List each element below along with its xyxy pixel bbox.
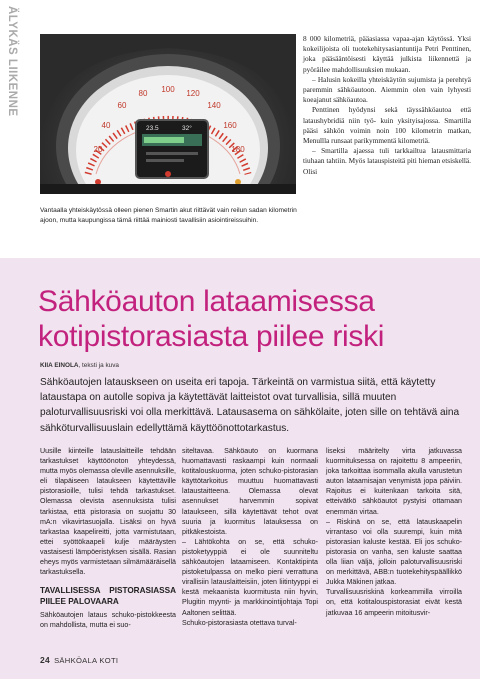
col3-paragraph-3: Turvallisuusriskinä korkeammilla virroilla on, että kotitalouspistorasiat eivät kestä jatkuvaa 16 ampeerin mitoitusvir- (326, 588, 462, 617)
top-paragraph-3: Penttinen hyödynsi sekä täyssähköautoa että lataushybridiä niin työ- kuin yksityisajossa. Smartilla pääsi sähkön voimin noin 100 kilometrin matkan, Menullla runsaat parikymmentä kilometriä. (303, 105, 471, 146)
byline-credit: , teksti ja kuva (78, 362, 119, 369)
svg-text:140: 140 (207, 101, 221, 110)
article-title: Sähköauton lataamisessa kotipistorasiasta piilee riski (38, 285, 385, 353)
svg-text:20: 20 (93, 145, 103, 154)
body-column-2 (182, 446, 318, 628)
svg-text:120: 120 (186, 89, 200, 98)
page-number: 24 (40, 655, 51, 665)
body-column-1 (40, 446, 176, 630)
col2-paragraph-2: – Lähtökohta on se, että schuko-pistoketyyppiä ei ole suunniteltu sähköautojen lataamiseen. Kontaktipinta pistoketulpassa on melko pieni verrattuna virallisiin latauslaitteisiin, joten liitintyyppi ei kestä mekaanista kuormitusta niin hyvin, Plugitin myynti- ja markkinointijohtaja Topi Aaltonen selittää. (182, 537, 318, 617)
col1-paragraph-2: Sähköautojen lataus schuko-pistokkeesta on mahdollista, mutta ei suo- (40, 611, 176, 630)
top-paragraph-2: – Halusin kokeilla yhteiskäytön sujumista ja perehtyä paremmin sähköautoon. Aiemmin olen vain lyhyesti koeajanut sähköautoa. (303, 74, 471, 105)
magazine-name: SÄHKÖALA KOTI (54, 656, 119, 665)
col1-subheading: TAVALLISESSA PISTORASIASSA PIILEE PALOVAARA (40, 586, 176, 606)
byline (40, 362, 119, 369)
col2-paragraph-1: siteltavaa. Sähköauto on kuormana huomattavasti raskaampi kuin normaali kotitalouskuorma, joten schuko-pistorasian käyttötarkoitus muuttuu huomattavasti lataustaitteena. Olemassa olevat asennukset harvemmin sopivat lataukseen, sillä käytettävät tehot ovat suuria ja kuormitus latauksessa on pitkäkestoista. (182, 447, 318, 536)
col3-paragraph-1: liseksi määritelty virta jatkuvassa kuormituksessa on rajoitettu 8 ampeeriin, joka tarkoittaa isommalla akulla varustetun auton lataamisajan venymistä jopa päiviin. Rajoitus ei kuitenkaan tarkoita sitä, etteivätkö sähköautot pystyisi ottamaan enemmän virtaa. (326, 447, 462, 516)
svg-text:180: 180 (231, 145, 245, 154)
body-column-3 (326, 446, 462, 618)
section-label-text: ÄLYKÄS LIIKENNE (6, 6, 18, 117)
svg-text:100: 100 (161, 85, 175, 94)
svg-text:80: 80 (138, 89, 148, 98)
col3-paragraph-2: – Riskinä on se, että latauskaapelin virrantaso voi olla suurempi, kuin mitä pistorasian kaluste kestää. Eli jos schuko-pistorasia on vanha, sen kaluste saattaa olla liian väljä, jolloin paloturvallisuusriski on merkittävä, ABB:n tuotekehityspäällikkö Jukka Mäkinen jatkaa. (326, 517, 462, 587)
page-footer (40, 655, 118, 665)
speedometer-illustration (40, 34, 296, 194)
photo-caption: Vantaalla yhteiskäytössä olleen pienen Smartin akut riittävät vain reilun sadan kilometrin ajoon, mutta kaupungissa tämä riittää mainiosti tavallisiin asiointireissuihin. (40, 207, 297, 224)
display-left-value: 23.5 (146, 125, 159, 132)
svg-text:160: 160 (223, 121, 237, 130)
section-label (2, 6, 20, 126)
svg-text:40: 40 (101, 121, 111, 130)
byline-author: KIIA EINOLA (40, 362, 79, 369)
col1-paragraph-1: Uusille kiinteille latauslaitteille tehdään tarkastukset käyttöönoton yhteydessä, mutta myös olemassa oleville asennuksille, eli tilapäiseen lataukseen käytettäville pistorasioille, tulisi tehdä tarkastukset. Olemassa olevista asennuksista tulisi tarkistaa, että pistorasia on suojattu 30 mA:n vikavirtasuojalla. Lisäksi on hyvä tarkastaa kaapelireitti, jotta varmistutaan, ettei syöttökaapeli kulje määräysten vastaisesti lämpöeristyksen sisällä. Rasian eheys myös varmistetaan silmämääräisellä tarkastuksella. (40, 447, 176, 577)
display-right-value: 32° (182, 125, 192, 132)
top-paragraph-1: 8 000 kilometriä, pääasiassa vapaa-ajan käytössä. Yksi kokeilijoista oli tuotekehitysasiantuntija Petri Penttinen, joka pääsääntöisesti käyttää julkista liikennettä ja pyöräilee mahdollisuuksien mukaan. (303, 34, 471, 74)
col2-paragraph-3: Schuko-pistorasiasta otettava turval- (182, 618, 297, 627)
dashboard-photo (40, 34, 296, 194)
top-paragraph-4: – Smartilla ajaessa tuli tarkkailtua latausmittaria tiuhaan tahtiin. Myös latauspisteitä piti hieman etsiskellä. Olisi (303, 146, 471, 176)
top-right-column (303, 34, 471, 177)
article-lead: Sähköautojen latauskseen on useita eri tapoja. Tärkeintä on varmistua siitä, että käytetty lataustapa on autolle sopiva ja käytettävät laitteistot ovat turvallisia, sillä muuten paloturvallisuusriski voi olla merkittävä. Latausasema on sähkölaite, joten sille on tehtävä aina sähköturvallisuuslain edellyttämä käyttöönottotarkastus. (40, 377, 460, 434)
svg-text:60: 60 (117, 101, 127, 110)
